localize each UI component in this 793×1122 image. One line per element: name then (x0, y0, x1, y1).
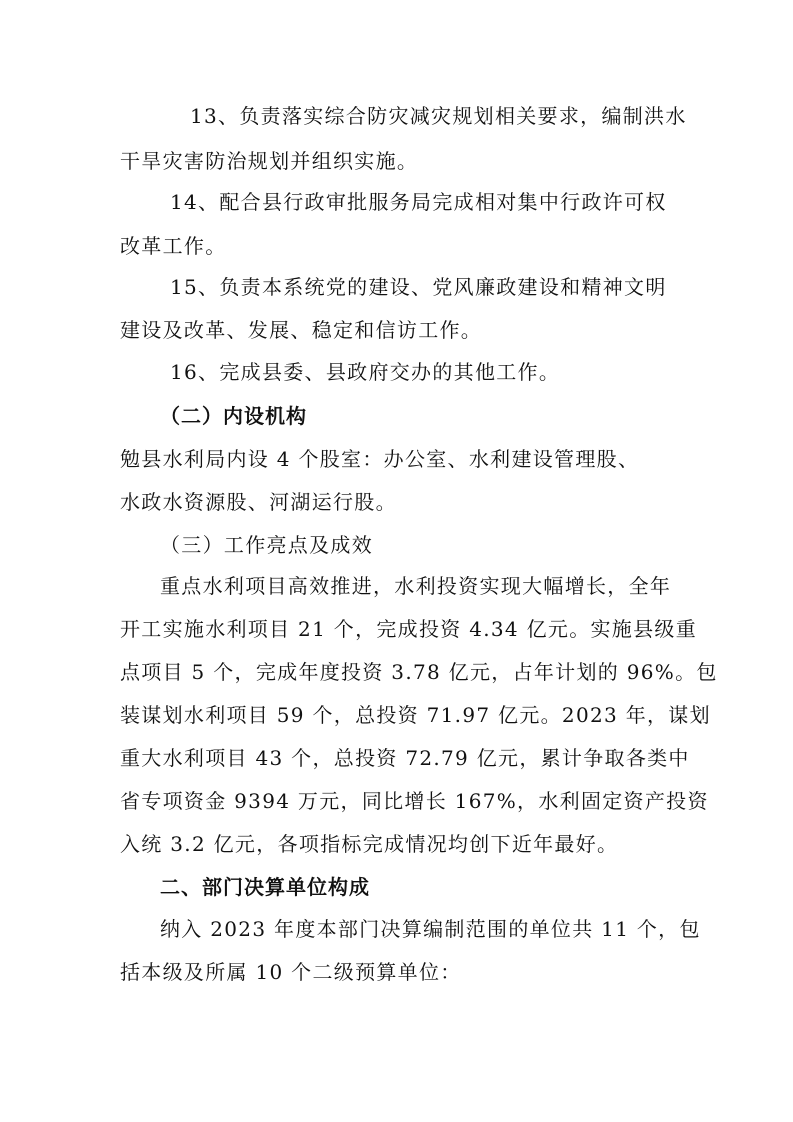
highlights-line: 重点水利项目高效推进，水利投资实现大幅增长，全年 (160, 574, 672, 598)
highlights-line: 开工实施水利项目 21 个，完成投资 4.34 亿元。实施县级重 (120, 617, 698, 641)
item-16-line-1: 16、完成县委、县政府交办的其他工作。 (170, 360, 561, 384)
section-internal-heading: （二）内设机构 (160, 404, 307, 428)
highlights-line: 装谋划水利项目 59 个，总投资 71.97 亿元。2023 年，谋划 (120, 703, 711, 727)
item-13-line-2: 干旱灾害防治规划并组织实施。 (120, 149, 419, 173)
section-highlights-heading: （三）工作亮点及成效 (160, 533, 373, 557)
section-units-heading: 二、部门决算单位构成 (160, 875, 370, 899)
highlights-line: 点项目 5 个，完成年度投资 3.78 亿元，占年计划的 96%。包 (120, 660, 718, 684)
highlights-line: 重大水利项目 43 个，总投资 72.79 亿元，累计争取各类中 (120, 746, 690, 770)
item-13-line-1: 13、负责落实综合防灾减灾规划相关要求，编制洪水 (190, 104, 687, 128)
section-units-line-2: 括本级及所属 10 个二级预算单位： (120, 960, 462, 984)
section-internal-line-2: 水政水资源股、河湖运行股。 (120, 490, 397, 514)
highlights-line: 入统 3.2 亿元，各项指标完成情况均创下近年最好。 (120, 832, 619, 856)
section-internal-line-1: 勉县水利局内设 4 个股室：办公室、水利建设管理股、 (120, 447, 640, 471)
section-units-line-1: 纳入 2023 年度本部门决算编制范围的单位共 11 个，包 (160, 917, 701, 941)
item-14-line-1: 14、配合县行政审批服务局完成相对集中行政许可权 (170, 190, 667, 214)
item-15-line-1: 15、负责本系统党的建设、党风廉政建设和精神文明 (170, 275, 667, 299)
item-14-line-2: 改革工作。 (120, 234, 227, 258)
item-15-line-2: 建设及改革、发展、稳定和信访工作。 (120, 318, 483, 342)
highlights-line: 省专项资金 9394 万元，同比增长 167%，水利固定资产投资 (120, 789, 709, 813)
